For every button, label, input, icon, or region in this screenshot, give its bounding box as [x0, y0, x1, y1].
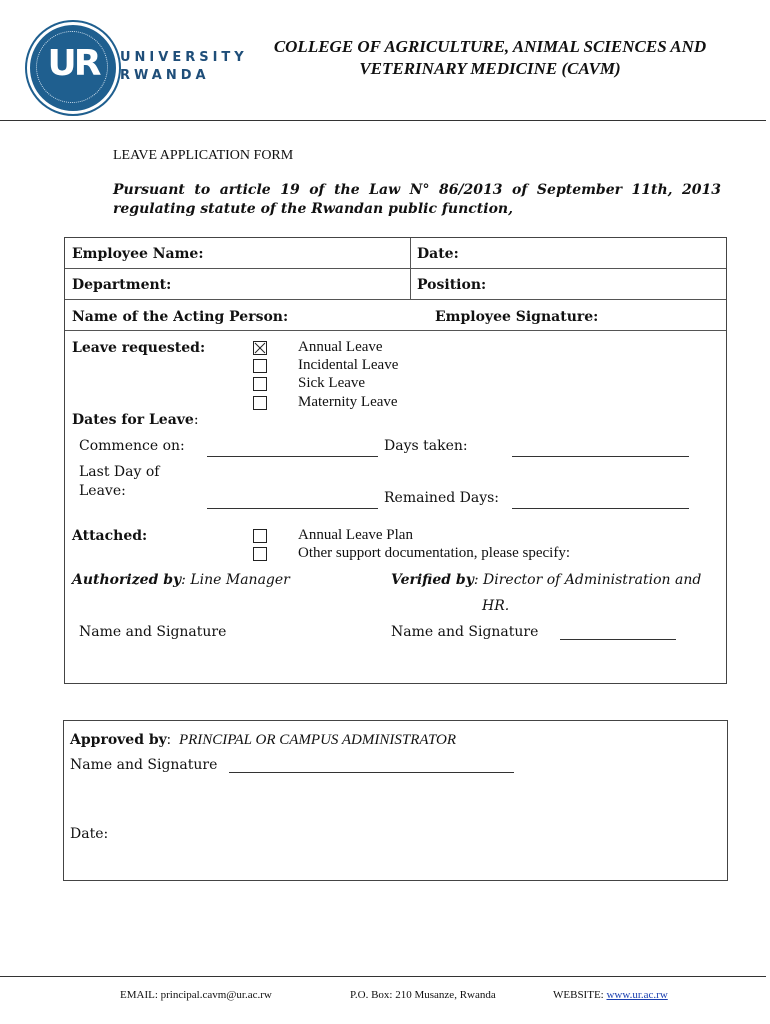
college-title-line1: COLLEGE OF AGRICULTURE, ANIMAL SCIENCES AND [273, 37, 707, 56]
annual-leave-checkbox[interactable] [253, 341, 267, 355]
employee-signature-label: Employee Signature: [435, 309, 599, 325]
remained-days-label: Remained Days: [384, 490, 500, 506]
verified-signature-line[interactable] [560, 639, 676, 640]
footer-pobox: P.O. Box: 210 Musanze, Rwanda [350, 989, 496, 1001]
last-day-label-line1: Last Day of [79, 464, 160, 480]
maternity-leave-checkbox[interactable] [253, 396, 267, 410]
university-logo [27, 22, 119, 114]
approval-signature-label: Name and Signature [70, 757, 218, 773]
approval-signature-line[interactable] [229, 772, 514, 773]
approval-date-label: Date: [70, 826, 109, 842]
website-link[interactable]: www.ur.ac.rw [606, 989, 668, 1001]
last-day-label-line2: Leave: [79, 483, 126, 499]
leave-option-sick: Sick Leave [298, 375, 366, 391]
attached-option-plan: Annual Leave Plan [298, 527, 413, 543]
authorized-signature-label: Name and Signature [79, 624, 227, 640]
incidental-leave-checkbox[interactable] [253, 359, 267, 373]
days-taken-label: Days taken: [384, 438, 468, 454]
other-docs-checkbox[interactable] [253, 547, 267, 561]
leave-option-maternity: Maternity Leave [298, 394, 398, 410]
checked-x-icon [254, 342, 266, 354]
commence-on-line[interactable] [207, 456, 378, 457]
approved-by: Approved by: PRINCIPAL OR CAMPUS ADMINISTRATOR [70, 732, 457, 748]
dates-for-leave-label: Dates for Leave: [72, 412, 199, 428]
leave-option-incidental: Incidental Leave [298, 357, 399, 373]
logo-text-rwanda: RWANDA [120, 68, 210, 83]
date-label: Date: [417, 246, 459, 262]
employee-name-label: Employee Name: [72, 246, 204, 262]
leave-option-annual: Annual Leave [298, 339, 383, 355]
leave-requested-label: Leave requested: [72, 340, 206, 356]
attached-label: Attached: [72, 528, 148, 544]
days-taken-line[interactable] [512, 456, 689, 457]
form-title: LEAVE APPLICATION FORM [113, 148, 294, 163]
logo-text-university: UNIVERSITY [120, 50, 248, 65]
verified-by-hr: HR. [482, 598, 510, 614]
college-title-line2: VETERINARY MEDICINE (CAVM) [359, 59, 621, 78]
authorized-by: Authorized by: Line Manager [72, 572, 290, 588]
commence-on-label: Commence on: [79, 438, 185, 454]
position-label: Position: [417, 277, 487, 293]
intro-line1: Pursuant to article 19 of the Law N° 86/2013 of September 11th, 2013 [113, 182, 721, 198]
footer-divider [0, 976, 766, 977]
verified-signature-label: Name and Signature [391, 624, 539, 640]
annual-leave-plan-checkbox[interactable] [253, 529, 267, 543]
sick-leave-checkbox[interactable] [253, 377, 267, 391]
header-divider [0, 120, 766, 121]
verified-by: Verified by: Director of Administration and [391, 572, 702, 588]
acting-person-label: Name of the Acting Person: [72, 309, 289, 325]
attached-option-other: Other support documentation, please specify: [298, 545, 571, 561]
intro-line2: regulating statute of the Rwandan public function, [113, 201, 513, 217]
logo-letters: UR [47, 43, 99, 84]
last-day-line[interactable] [207, 508, 378, 509]
department-label: Department: [72, 277, 172, 293]
footer-email: EMAIL: principal.cavm@ur.ac.rw [120, 989, 272, 1001]
remained-days-line[interactable] [512, 508, 689, 509]
leave-form-table [64, 237, 727, 684]
footer-website: WEBSITE: www.ur.ac.rw [553, 989, 668, 1001]
